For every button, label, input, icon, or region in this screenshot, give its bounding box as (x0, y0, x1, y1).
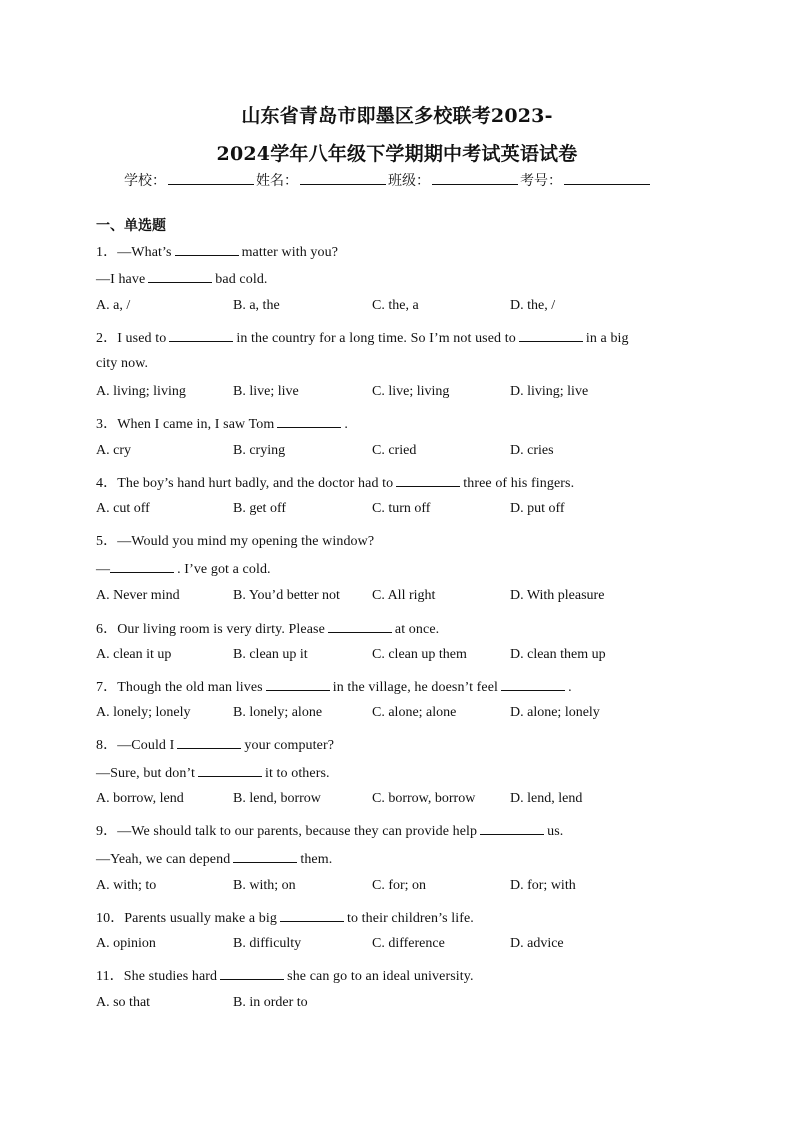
question-1-stem (96, 241, 338, 261)
q7-text-a: 7．Though the old man lives (96, 680, 263, 695)
class-blank[interactable] (432, 171, 518, 185)
q8-option-d: D. lend, lend (510, 791, 583, 806)
q5-text-b: — (96, 562, 111, 577)
q2-option-a: A. living; living (96, 384, 186, 399)
question-9-reply (96, 850, 332, 868)
q10-option-b: B. difficulty (233, 936, 302, 951)
q7-blank (266, 678, 330, 691)
q7-option-d: D. alone; lonely (510, 705, 600, 720)
q7-blank-2 (501, 678, 565, 691)
q6-text-b: at once. (394, 622, 440, 637)
q10-blank (280, 909, 344, 922)
q1-blank (175, 243, 239, 256)
q4-text-b: three of his fingers. (463, 476, 575, 491)
q6-blank (328, 620, 392, 633)
q8-option-a: A. borrow, lend (96, 791, 184, 806)
q5-text-a: 5．—Would you mind my opening the window? (96, 534, 375, 549)
q5-text-c: . I’ve got a cold. (177, 562, 271, 577)
question-8-stem (96, 734, 334, 754)
name-label: 姓名： (256, 173, 298, 189)
q6-text-a: 6．Our living room is very dirty. Please (96, 622, 325, 637)
name-blank[interactable] (300, 171, 386, 185)
q7-text-b: in the village, he doesn’t feel (332, 680, 499, 695)
school-blank[interactable] (168, 171, 254, 185)
question-10-stem (96, 907, 474, 927)
q11-text-b: she can go to an ideal university. (287, 969, 474, 984)
q1-text-d: bad cold. (215, 272, 268, 287)
q4-option-a: A. cut off (96, 501, 150, 516)
q5-option-d: D. With pleasure (510, 588, 605, 603)
q6-option-c: C. clean up them (372, 647, 467, 662)
q6-option-b: B. clean up it (233, 647, 308, 662)
q11-blank (220, 967, 284, 980)
question-3-stem (96, 413, 348, 433)
q9-text-b: us. (547, 824, 564, 839)
q7-option-b: B. lonely; alone (233, 705, 323, 720)
q9-option-c: C. for; on (372, 878, 427, 893)
q8-text-a: 8．—Could I (96, 738, 175, 753)
q1-option-d: D. the, / (510, 298, 556, 313)
number-blank[interactable] (564, 171, 650, 185)
q3-text-b: . (344, 417, 348, 432)
q3-option-d: D. cries (510, 443, 554, 458)
q2-text-b: in the country for a long time. So I’m not used to (236, 331, 516, 346)
q7-option-c: C. alone; alone (372, 705, 457, 720)
school-label: 学校： (124, 173, 166, 189)
q3-blank (277, 415, 341, 428)
q1-blank-2 (148, 270, 212, 283)
q2-option-c: C. live; living (372, 384, 450, 399)
q1-option-a: A. a, / (96, 298, 131, 313)
q10-text-a: 10．Parents usually make a big (96, 911, 277, 926)
question-2-stem (96, 327, 629, 347)
q10-option-a: A. opinion (96, 936, 156, 951)
question-4-stem (96, 472, 574, 492)
exam-title-line1: 山东省青岛市即墨区多校联考2023- (241, 105, 553, 127)
q2-blank-2 (519, 329, 583, 342)
q8-option-c: C. borrow, borrow (372, 791, 476, 806)
question-1-reply (96, 270, 268, 288)
q2-text-c: in a big (585, 331, 629, 346)
q2-option-b: B. live; live (233, 384, 299, 399)
q9-blank-2 (233, 850, 297, 863)
q8-text-d: it to others. (264, 766, 330, 781)
q3-option-c: C. cried (372, 443, 417, 458)
q1-text-c: —I have (96, 272, 146, 287)
q5-option-c: C. All right (372, 588, 436, 603)
q1-text-a: 1．—What’s (96, 245, 172, 260)
q3-text-a: 3．When I came in, I saw Tom (96, 417, 275, 432)
q4-option-b: B. get off (233, 501, 287, 516)
q10-option-c: C. difference (372, 936, 445, 951)
q2-text-a: 2．I used to (96, 331, 167, 346)
q8-blank-2 (198, 764, 262, 777)
q4-blank (396, 474, 460, 487)
q3-option-b: B. crying (233, 443, 286, 458)
q1-text-b: matter with you? (241, 245, 339, 260)
q11-option-b: B. in order to (233, 995, 308, 1010)
q4-option-c: C. turn off (372, 501, 431, 516)
question-11-stem (96, 965, 474, 985)
q8-text-c: —Sure, but don’t (96, 766, 195, 781)
q9-option-d: D. for; with (510, 878, 576, 893)
section-title: 一、单选题 (96, 218, 166, 234)
q7-text-c: . (568, 680, 572, 695)
number-label: 考号： (520, 173, 562, 189)
q11-text-a: 11．She studies hard (96, 969, 218, 984)
q2-option-d: D. living; live (510, 384, 589, 399)
student-info-line (124, 170, 652, 190)
q9-text-a: 9．—We should talk to our parents, because they can provide help (96, 824, 478, 839)
q4-text-a: 4．The boy’s hand hurt badly, and the doctor had to (96, 476, 394, 491)
q4-option-d: D. put off (510, 501, 565, 516)
q8-option-b: B. lend, borrow (233, 791, 321, 806)
q9-text-c: —Yeah, we can depend (96, 852, 231, 867)
q3-option-a: A. cry (96, 443, 131, 458)
question-6-stem (96, 618, 439, 638)
q2-text-d: city now. (96, 356, 149, 371)
q9-text-d: them. (300, 852, 333, 867)
q8-text-b: your computer? (244, 738, 335, 753)
question-7-stem (96, 676, 572, 696)
q5-option-a: A. Never mind (96, 588, 180, 603)
question-5-stem (96, 530, 374, 550)
class-label: 班级： (388, 173, 430, 189)
q1-option-c: C. the, a (372, 298, 419, 313)
q8-blank (177, 736, 241, 749)
q9-option-a: A. with; to (96, 878, 157, 893)
q10-text-b: to their children’s life. (346, 911, 474, 926)
question-2-cont (96, 356, 148, 372)
q2-blank (169, 329, 233, 342)
q5-blank (110, 560, 174, 573)
q9-option-b: B. with; on (233, 878, 296, 893)
q5-option-b: B. You’d better not (233, 588, 340, 603)
q7-option-a: A. lonely; lonely (96, 705, 191, 720)
question-9-stem (96, 820, 563, 840)
question-5-reply (96, 560, 271, 578)
q6-option-a: A. clean it up (96, 647, 172, 662)
q11-option-a: A. so that (96, 995, 151, 1010)
q1-option-b: B. a, the (233, 298, 280, 313)
question-8-reply (96, 764, 330, 782)
q6-option-d: D. clean them up (510, 647, 606, 662)
q9-blank (480, 822, 544, 835)
exam-title-line2: 2024学年八年级下学期期中考试英语试卷 (216, 143, 578, 165)
q10-option-d: D. advice (510, 936, 564, 951)
